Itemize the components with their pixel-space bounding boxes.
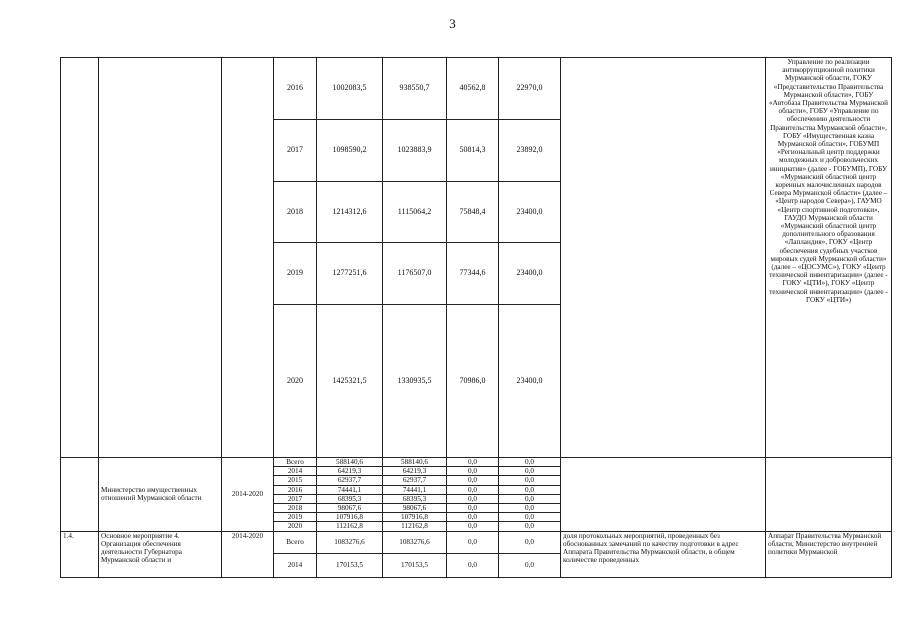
- year-cell: 2014: [274, 553, 317, 577]
- federal-cell: 0,0: [447, 476, 499, 485]
- measure-name-cell: Основное мероприятие 4. Организация обеспечения деятельности Губернатора Мурманской области и: [99, 531, 222, 577]
- year-cell: 2015: [274, 476, 317, 485]
- table-row: [61, 458, 892, 467]
- other-cell: 0,0: [499, 485, 561, 494]
- measure-period-cell: 2014-2020: [222, 531, 274, 577]
- regional-cell: 1115064,2: [383, 182, 447, 243]
- federal-cell: 0,0: [447, 467, 499, 476]
- name-cell: [99, 58, 222, 458]
- year-cell: Всего: [274, 531, 317, 553]
- total-cell: 588140,6: [317, 458, 383, 467]
- other-cell: 22970,0: [499, 58, 561, 120]
- year-cell: 2020: [274, 522, 317, 531]
- regional-cell: 107916,8: [383, 513, 447, 522]
- federal-cell: 75848,4: [447, 182, 499, 243]
- total-cell: 74441,1: [317, 485, 383, 494]
- year-cell: 2017: [274, 120, 317, 182]
- year-cell: 2018: [274, 504, 317, 513]
- total-cell: 1214312,6: [317, 182, 383, 243]
- total-cell: 62937,7: [317, 476, 383, 485]
- regional-cell: 1083276,6: [383, 531, 447, 553]
- measure-indicator-cell: доля протокольных мероприятий, проведенных без обоснованных замечаний по качеству подготовки в адрес Аппарата Правительства Мурманской области, в общем количестве проведенных: [561, 531, 766, 577]
- regional-cell: 1023883,9: [383, 120, 447, 182]
- regional-cell: 1330935,5: [383, 305, 447, 458]
- period-cell: [222, 58, 274, 458]
- federal-cell: 0,0: [447, 553, 499, 577]
- total-cell: 107916,8: [317, 513, 383, 522]
- regional-cell: 1176507,0: [383, 243, 447, 305]
- other-cell: 0,0: [499, 531, 561, 553]
- indicator-cell: [561, 458, 766, 532]
- federal-cell: 0,0: [447, 531, 499, 553]
- year-cell: 2019: [274, 243, 317, 305]
- year-cell: 2017: [274, 494, 317, 503]
- executors-cell: Управление по реализации антикоррупционной политики Мурманской области, ГОКУ «Представительство Правительства Мурманской области», ГОБУ «Автобаза Правительства Мурманской области», ГОБУ «Управление по обеспечению деятельности Правительства Мурманской области», ГОБУ «Имущественная казна Мурманской области», ГОБУМП «Региональный центр поддержки молодежных и добровольческих инициатив» (далее - ГОБУМП), ГОБУ «Мурманский областной центр коренных малочисленных народов Севера Мурманской области» (далее – «Центр народов Севера»), ГАУМО «Центр спортивной подготовки», ГАУДО Мурманской области «Мурманский областной центр дополнительного образования «Лапландия», ГОКУ «Центр обеспечения судебных участков мировых судей Мурманской области» (далее – «ЦОСУМС»), ГОКУ «Центр технической инвентаризации» (далее - ГОКУ «ЦТИ»), ГОКУ «Центр технической инвентаризации» (далее - ГОКУ «ЦТИ»): [766, 58, 892, 458]
- federal-cell: 0,0: [447, 522, 499, 531]
- table-row: [61, 58, 892, 120]
- other-cell: 0,0: [499, 504, 561, 513]
- table-row: [61, 531, 892, 553]
- federal-cell: 40562,8: [447, 58, 499, 120]
- measure-number-cell: 1.4.: [61, 531, 99, 577]
- regional-cell: 588140,6: [383, 458, 447, 467]
- federal-cell: 0,0: [447, 458, 499, 467]
- total-cell: 64219,3: [317, 467, 383, 476]
- regional-cell: 938550,7: [383, 58, 447, 120]
- ministry-name-cell: Министерство имущественных отношений Мурманской области: [99, 458, 222, 532]
- federal-cell: 77344,6: [447, 243, 499, 305]
- federal-cell: 70986,0: [447, 305, 499, 458]
- total-cell: 112162,8: [317, 522, 383, 531]
- regional-cell: 98067,6: [383, 504, 447, 513]
- indicator-cell: [561, 58, 766, 458]
- federal-cell: 50814,3: [447, 120, 499, 182]
- year-cell: 2016: [274, 58, 317, 120]
- other-cell: 0,0: [499, 458, 561, 467]
- other-cell: 0,0: [499, 513, 561, 522]
- federal-cell: 0,0: [447, 504, 499, 513]
- regional-cell: 170153,5: [383, 553, 447, 577]
- year-cell: 2018: [274, 182, 317, 243]
- other-cell: 0,0: [499, 476, 561, 485]
- ministry-period-cell: 2014-2020: [222, 458, 274, 532]
- budget-table: [60, 57, 892, 578]
- other-cell: 23400,0: [499, 305, 561, 458]
- year-cell: Всего: [274, 458, 317, 467]
- measure-executors-cell: Аппарат Правительства Мурманской области, Министерство внутренней политики Мурманской: [766, 531, 892, 577]
- regional-cell: 74441,1: [383, 485, 447, 494]
- total-cell: 1277251,6: [317, 243, 383, 305]
- total-cell: 98067,6: [317, 504, 383, 513]
- federal-cell: 0,0: [447, 485, 499, 494]
- number-cell: [61, 58, 99, 458]
- number-cell: [61, 458, 99, 532]
- other-cell: 23400,0: [499, 243, 561, 305]
- other-cell: 23892,0: [499, 120, 561, 182]
- page-number: 3: [449, 16, 456, 31]
- total-cell: 1083276,6: [317, 531, 383, 553]
- total-cell: 170153,5: [317, 553, 383, 577]
- year-cell: 2019: [274, 513, 317, 522]
- total-cell: 1425321,5: [317, 305, 383, 458]
- total-cell: 1002083,5: [317, 58, 383, 120]
- year-cell: 2016: [274, 485, 317, 494]
- total-cell: 1098590,2: [317, 120, 383, 182]
- regional-cell: 68395,3: [383, 494, 447, 503]
- regional-cell: 64219,3: [383, 467, 447, 476]
- other-cell: 23400,0: [499, 182, 561, 243]
- federal-cell: 0,0: [447, 513, 499, 522]
- other-cell: 0,0: [499, 522, 561, 531]
- executors-cell: [766, 458, 892, 532]
- total-cell: 68395,3: [317, 494, 383, 503]
- other-cell: 0,0: [499, 553, 561, 577]
- other-cell: 0,0: [499, 467, 561, 476]
- year-cell: 2014: [274, 467, 317, 476]
- year-cell: 2020: [274, 305, 317, 458]
- regional-cell: 62937,7: [383, 476, 447, 485]
- federal-cell: 0,0: [447, 494, 499, 503]
- other-cell: 0,0: [499, 494, 561, 503]
- regional-cell: 112162,8: [383, 522, 447, 531]
